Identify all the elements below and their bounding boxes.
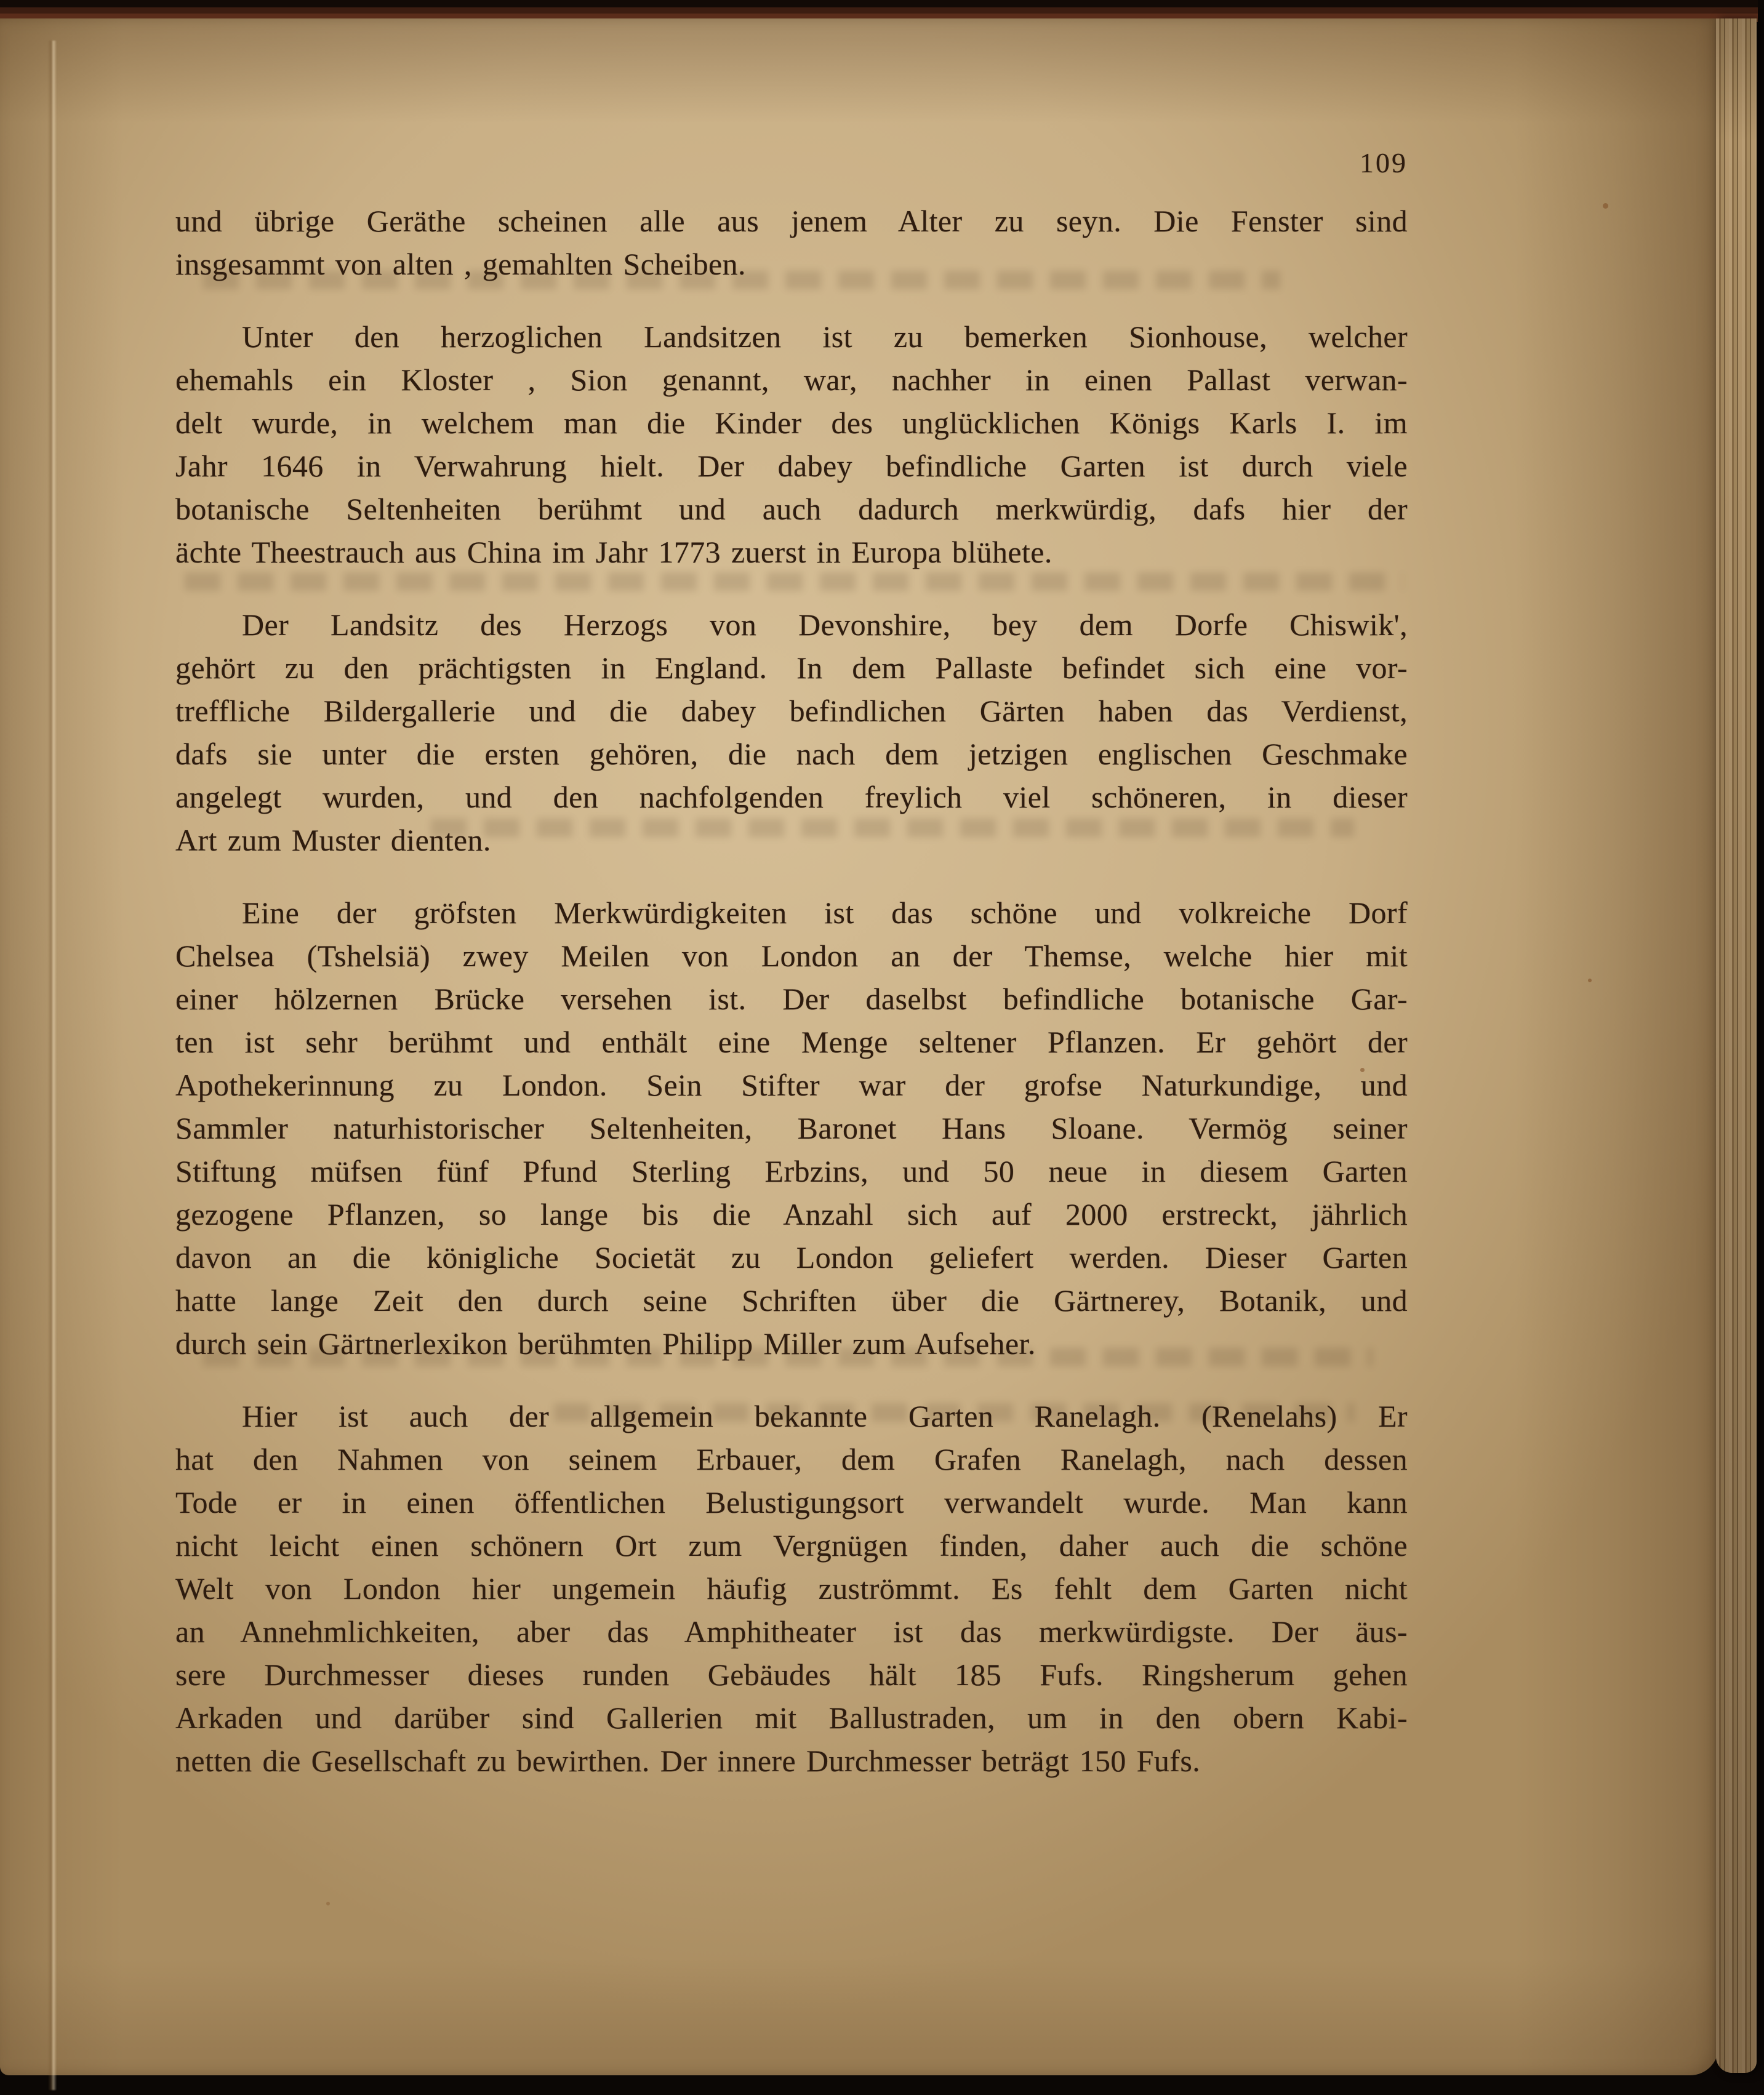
- foxing-speck: [1588, 979, 1592, 982]
- text-line: angelegt wurden, und den nachfolgenden freylich viel schöneren, in dieser: [175, 780, 1408, 814]
- text-line: an Annehmlichkeiten, aber das Amphitheater ist das merkwürdigste. Der äus-: [175, 1614, 1408, 1649]
- text-line: einer hölzernen Brücke versehen ist. Der daselbst befindliche botanische Gar-: [175, 982, 1408, 1016]
- fore-edge-pages: [1716, 18, 1757, 2073]
- foxing-speck: [1603, 203, 1608, 209]
- text-line: Stiftung müfsen fünf Pfund Sterling Erbzins, und 50 neue in diesem Garten: [175, 1154, 1408, 1188]
- text-line: hat den Nahmen von seinem Erbauer, dem Grafen Ranelagh, nach dessen: [175, 1442, 1408, 1476]
- text-line: Der Landsitz des Herzogs von Devonshire, bey dem Dorfe Chiswik',: [242, 607, 1408, 642]
- text-line: Tode er in einen öffentlichen Belustigungsort verwandelt wurde. Man kann: [175, 1485, 1408, 1520]
- page-number: 109: [1360, 147, 1408, 178]
- text-line: delt wurde, in welchem man die Kinder des unglücklichen Königs Karls I. im: [175, 406, 1408, 440]
- text-line: Eine der gröfsten Merkwürdigkeiten ist das schöne und volkreiche Dorf: [242, 895, 1408, 930]
- text-line: Sammler naturhistorischer Seltenheiten, Baronet Hans Sloane. Vermög seiner: [175, 1111, 1408, 1145]
- text-line: ten ist sehr berühmt und enthält eine Menge seltener Pflanzen. Er gehört der: [175, 1025, 1408, 1059]
- text-line: durch sein Gärtnerlexikon berühmten Philipp Miller zum Aufseher.: [175, 1326, 1036, 1361]
- text-line: treffliche Bildergallerie und die dabey befindlichen Gärten haben das Verdienst,: [175, 694, 1408, 728]
- page: [0, 18, 1718, 2075]
- text-line: netten die Gesellschaft zu bewirthen. Der innere Durchmesser beträgt 150 Fufs.: [175, 1744, 1201, 1778]
- paragraph: [175, 603, 1408, 862]
- text-line: Jahr 1646 in Verwahrung hielt. Der dabey befindliche Garten ist durch viele: [175, 449, 1408, 483]
- paragraph: [175, 891, 1408, 1365]
- paragraph: [175, 315, 1408, 574]
- text-line: hatte lange Zeit den durch seine Schriften über die Gärtnerey, Botanik, und: [175, 1283, 1408, 1318]
- text-line: Hier ist auch der allgemein bekannte Garten Ranelagh. (Renelahs) Er: [242, 1399, 1408, 1433]
- text-line: Arkaden und darüber sind Gallerien mit Ballustraden, um in den obern Kabi-: [175, 1700, 1408, 1735]
- text-line: gehört zu den prächtigsten in England. In dem Pallaste befindet sich eine vor-: [175, 651, 1408, 685]
- text-line: botanische Seltenheiten berühmt und auch dadurch merkwürdig, dafs hier der: [175, 492, 1408, 526]
- text-line: dafs sie unter die ersten gehören, die nach dem jetzigen englischen Geschmake: [175, 737, 1408, 771]
- paragraph: [175, 1395, 1408, 1782]
- text-line: Chelsea (Tshelsiä) zwey Meilen von London an der Themse, welche hier mit: [175, 939, 1408, 973]
- text-line: Welt von London hier ungemein häufig zuströmmt. Es fehlt dem Garten nicht: [175, 1571, 1408, 1606]
- gutter-crease: [48, 41, 57, 2090]
- text-line: Apothekerinnung zu London. Sein Stifter war der grofse Naturkundige, und: [175, 1068, 1408, 1102]
- text-line: ehemahls ein Kloster , Sion genannt, war, nachher in einen Pallast verwan-: [175, 363, 1408, 397]
- text-line: Unter den herzoglichen Landsitzen ist zu bemerken Sionhouse, welcher: [242, 319, 1408, 354]
- foxing-speck: [326, 1902, 330, 1905]
- text-line: sere Durchmesser dieses runden Gebäudes hält 185 Fufs. Ringsherum gehen: [175, 1657, 1408, 1692]
- text-line: nicht leicht einen schönern Ort zum Vergnügen finden, daher auch die schöne: [175, 1528, 1408, 1563]
- text-line: gezogene Pflanzen, so lange bis die Anzahl sich auf 2000 erstreckt, jährlich: [175, 1197, 1408, 1232]
- text-line: davon an die königliche Societät zu London geliefert werden. Dieser Garten: [175, 1240, 1408, 1275]
- page-text: [175, 199, 1408, 1812]
- text-line: ächte Theestrauch aus China im Jahr 1773 zuerst in Europa blühete.: [175, 535, 1052, 569]
- text-line: und übrige Geräthe scheinen alle aus jenem Alter zu seyn. Die Fenster sind: [175, 204, 1408, 238]
- text-line: insgesammt von alten , gemahlten Scheiben.: [175, 247, 746, 281]
- paragraph: [175, 199, 1408, 286]
- text-line: Art zum Muster dienten.: [175, 823, 491, 857]
